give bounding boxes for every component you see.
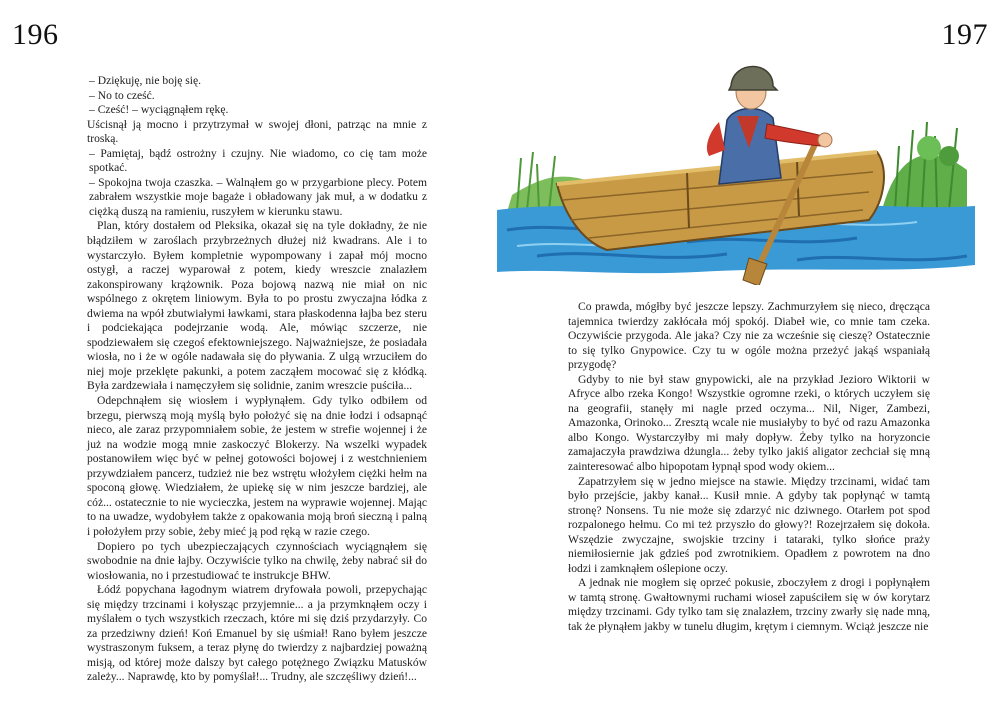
paragraph: Odepchnąłem się wiosłem i wypłynąłem. Gdy tylko odbiłem od brzegu, pierwszą moją myślą było położyć się na dnie łodzi i odsapnąć nieco, ale zaraz przypomniałem sobie, że jestem w strefie wojennej i że już na wodzie mogą mnie zaskoczyć Blokerzy. Na wszelki wypadek postanowiłem więc być w pełnej gotowości bojowej i z westchnieniem przywdziałem pancerz, tudzież nie bez wstrętu włożyłem ciężki hełm na spoconą głowę. Wiedziałem, że upiekę się w nim jeszcze bardziej, ale cóż... ostatecznie to nie wycieczka, jestem na wyprawie wojennej. Mając to na uwadze, wydobyłem także z opakowania moją broń sieczną i palną i położyłem przy sobie, żeby mieć ją pod ręką w razie czego. <box>87 394 427 538</box>
paragraph: – Dziękuję, nie boję się. <box>89 74 202 87</box>
right-page-text <box>568 300 930 635</box>
left-page-number: 196 <box>12 18 59 51</box>
paragraph: – No to cześć. <box>89 88 155 102</box>
paragraph: – Pamiętaj, bądź ostrożny i czujny. Nie wiadomo, co cię tam może spotkać. <box>89 146 427 175</box>
boat-illustration <box>497 60 975 285</box>
paragraph: Co prawda, mógłby być jeszcze lepszy. Zachmurzyłem się nieco, dręcząca tajemnica twierdzy zakłócała mój spokój. Diabeł wie, co mnie tam czeka. Oczywiście przygoda. Ale jaka? Czy nie za wcześnie się cieszę? Ostatecznie to się tylko Gnypowice. Czy tu w ogóle można przeżyć jakąś wspaniałą przygodę? <box>568 300 930 372</box>
paragraph: – Spokojna twoja czaszka. – Walnąłem go w przygarbione plecy. Potem zabrałem wszystkie moje bagaże i obładowany jak muł, a w dodatku z ciężką duszą na ramieniu, ruszyłem w kierunku stawu. <box>89 175 427 218</box>
paragraph: Uścisnął ją mocno i przytrzymał w swojej dłoni, patrząc na mnie z troską. <box>87 117 427 146</box>
paragraph: A jednak nie mogłem się oprzeć pokusie, zboczyłem z drogi i popłynąłem w tamtą stronę. Gwałtownymi ruchami wioseł zapuściłem się w ów korytarz między trzcinami. Gdy tylko tam się znalazłem, trzciny zwarły się nade mną, tak że płynąłem jakby w tunelu długim, krętym i ciemnym. Wciąż jeszcze nie <box>568 576 930 634</box>
left-page-text <box>87 74 427 685</box>
paragraph: – Cześć! – wyciągnąłem rękę. <box>89 103 229 117</box>
paragraph: Łódź popychana łagodnym wiatrem dryfowała powoli, przepychając się między trzcinami i kołysząc przyjemnie... a ja przymknąłem oczy i myślałem o tych wszystkich rzeczach, które mi się dziś przydarzyły. Co za przedziwny dzień! Koń Emanuel by się uśmiał! Rano byłem jeszcze wystraszonym fuksem, a teraz płynę do twierdzy z najbardziej poważną misją, od której może dalszy byt całego potężnego Związku Matusków zależy... Naprawdę, kto by pomyślał!... Trudny, ale szczęśliwy dzień!... <box>87 583 427 684</box>
paragraph: Dopiero po tych ubezpieczających czynnościach wyciągnąłem się swobodnie na dnie łajby. Oczywiście tylko na chwilę, żeby nabrać sił do wiosłowania, no i przestudiować te instrukcje BHW. <box>87 539 427 582</box>
paragraph: Zapatrzyłem się w jedno miejsce na stawie. Między trzcinami, widać tam było przejście, jakby kanał... Kusił mnie. A gdyby tak popłynąć w tamtą stronę? Nonsens. Tu nie może się zdarzyć nic dziwnego. Otarłem pot spod rozpalonego hełmu. Co mi też przyszło do głowy?! Rozejrzałem się dokoła. Wszędzie zwyczajne, swojskie trzciny i tataraki, tylko słońce praży niemiłosiernie jak gdzieś pod zwrotnikiem. Opadłem z powrotem na dno łodzi i zamknąłem oślepione oczy. <box>568 474 930 575</box>
right-page-number: 197 <box>941 18 988 51</box>
reeds-right <box>877 122 967 220</box>
paragraph: Gdyby to nie był staw gnypowicki, ale na przykład Jezioro Wiktorii w Afryce albo rzeka Kongo! Wszystkie ogromne rzeki, o których uczyłem się na geografii, stanęły mi nagle przed oczyma... Nil, Niger, Zambezi, Amazonka, Orinoko... Zresztą wcale nie musiałyby to być od razu Amazonka albo Kongo. Wystarczyłby mi mały dopływ. Żeby tylko na horyzoncie zamajaczyła prawdziwa dżungla... żeby tylko jakiś aligator zechciał się mną zainteresować albo hipopotam łypnął spod wody okiem... <box>568 372 930 474</box>
paragraph: Plan, który dostałem od Pleksika, okazał się na tyle dokładny, że nie błądziłem w zaroślach przybrzeżnych dłużej niż kwadrans. Ale i to wystarczyło. Byłem kompletnie wypompowany i zapał mój mocno ostygł, a raczej wyparował z potem, kiedy wreszcie znalazłem zakonspirowany krążownik. Poza bojową nazwą nie miał on nic wspólnego z okrętem liniowym. Była to po prostu zwyczajna łódka z dwiema na wpół zbutwiałymi ławkami, stara płaskodenna łajba bez steru i podciekająca podejrzanie wodą. Ale, mówiąc szczerze, nie spodziewałem się czegoś efektowniejszego. Najważniejsze, że posiadała wiosła, no i że w ogóle nadawała się do pływania. Z ulgą wrzuciłem do niej moje przeklęte pakunki, a potem zacząłem mocować się z kłódką. Była zardzewiała i namęczyłem się solidnie, zanim wreszcie puściła... <box>87 219 427 393</box>
